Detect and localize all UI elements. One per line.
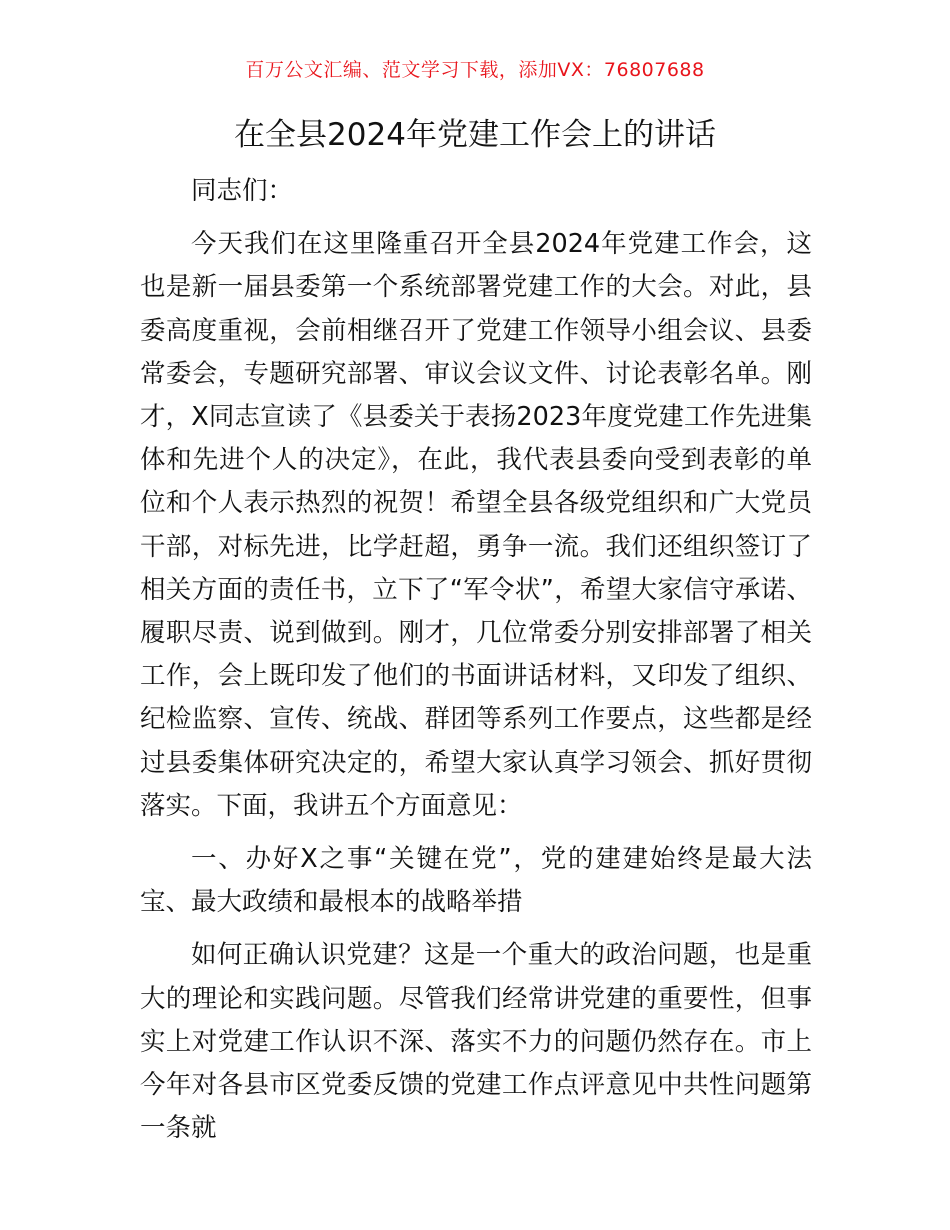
section-heading-1: 一、办好X之事“关键在党”，党的建建始终是最大法宝、最大政绩和最根本的战略举措 — [140, 844, 812, 918]
watermark-banner: 百万公文汇编、范文学习下载，添加VX：76807688 — [245, 59, 705, 81]
salutation: 同志们： — [191, 176, 294, 206]
speech-body — [140, 170, 812, 1150]
speech-title: 在全县2024年党建工作会上的讲话 — [234, 117, 716, 153]
paragraph-section-1: 如何正确认识党建？这是一个重大的政治问题，也是重大的理论和实践问题。尽管我们经常讲党建的重要性，但事实上对党建工作认识不深、落实不力的问题仍然存在。市上今年对各县市区党委反馈的党建工作点评意见中共性问题第一条就 — [140, 940, 812, 1144]
paragraph-intro: 今天我们在这里隆重召开全县2024年党建工作会，这也是新一届县委第一个系统部署党建工作的大会。对此，县委高度重视，会前相继召开了党建工作领导小组会议、县委常委会，专题研究部署、审议会议文件、讨论表彰名单。刚才，X同志宣读了《县委关于表扬2023年度党建工作先进集体和先进个人的决定》，在此，我代表县委向受到表彰的单位和个人表示热烈的祝贺！希望全县各级党组织和广大党员干部，对标先进，比学赶超，勇争一流。我们还组织签订了相关方面的责任书，立下了“军令状”，希望大家信守承诺、履职尽责、说到做到。刚才，几位常委分别安排部署了相关工作，会上既印发了他们的书面讲话材料，又印发了组织、纪检监察、宣传、统战、群团等系列工作要点，这些都是经过县委集体研究决定的，希望大家认真学习领会、抓好贯彻落实。下面，我讲五个方面意见： — [140, 229, 812, 821]
